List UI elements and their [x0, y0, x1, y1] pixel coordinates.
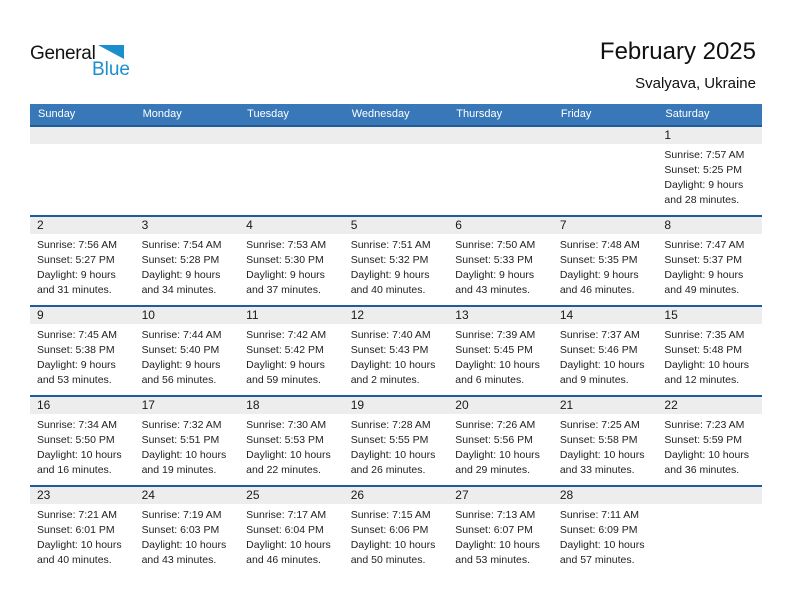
week-row: [30, 485, 762, 575]
day-number: 13: [448, 307, 553, 324]
detail-line: and 2 minutes.: [350, 374, 420, 386]
day-number: 10: [135, 307, 240, 324]
day-cell: [30, 217, 135, 305]
day-details: [553, 324, 658, 388]
day-cell: [344, 307, 449, 395]
detail-line: Sunrise: 7:53 AM: [246, 239, 327, 251]
day-details: [448, 414, 553, 478]
day-number: 24: [135, 487, 240, 504]
day-cell: [135, 217, 240, 305]
detail-line: Daylight: 9 hours: [350, 269, 430, 281]
day-details: [30, 414, 135, 478]
detail-line: Sunrise: 7:32 AM: [141, 419, 222, 431]
detail-line: Daylight: 9 hours: [664, 269, 744, 281]
detail-line: Sunset: 5:50 PM: [37, 434, 115, 446]
page-title: February 2025: [599, 38, 756, 65]
detail-line: Sunrise: 7:21 AM: [37, 509, 117, 521]
day-number: 12: [344, 307, 449, 324]
detail-line: and 16 minutes.: [37, 464, 112, 476]
weekday-header-thursday: Thursday: [456, 108, 503, 120]
day-cell: [448, 307, 553, 395]
detail-line: Sunrise: 7:28 AM: [350, 419, 431, 431]
detail-line: Sunset: 6:03 PM: [141, 524, 220, 536]
detail-line: Sunrise: 7:23 AM: [664, 419, 745, 431]
day-cell: [239, 217, 344, 305]
detail-line: and 43 minutes.: [455, 284, 530, 296]
day-details: [239, 234, 344, 298]
detail-line: Sunrise: 7:47 AM: [664, 239, 745, 251]
page-location: Svalyava, Ukraine: [635, 75, 756, 92]
day-details: [657, 414, 762, 478]
day-number: 5: [344, 217, 449, 234]
detail-line: Sunrise: 7:42 AM: [246, 329, 327, 341]
detail-line: Daylight: 9 hours: [664, 179, 744, 191]
detail-line: Sunrise: 7:26 AM: [455, 419, 536, 431]
day-details: [553, 504, 658, 568]
day-number: [135, 127, 240, 144]
day-cell: [30, 487, 135, 575]
detail-line: Sunset: 6:01 PM: [37, 524, 115, 536]
detail-line: Sunset: 5:55 PM: [350, 434, 429, 446]
day-number: [657, 487, 762, 504]
detail-line: Sunset: 5:56 PM: [455, 434, 533, 446]
detail-line: Daylight: 9 hours: [246, 359, 325, 371]
detail-line: Daylight: 10 hours: [350, 359, 436, 371]
day-details: [135, 504, 240, 568]
day-cell: [448, 217, 553, 305]
detail-line: Sunset: 5:59 PM: [664, 434, 743, 446]
day-number: 3: [135, 217, 240, 234]
logo-triangle-icon: [98, 45, 124, 59]
detail-line: Sunrise: 7:48 AM: [559, 239, 640, 251]
detail-line: and 53 minutes.: [455, 554, 530, 566]
day-cell: [657, 397, 762, 485]
detail-line: and 40 minutes.: [350, 284, 426, 296]
day-cell: [657, 127, 762, 215]
day-cell: [344, 217, 449, 305]
detail-line: and 31 minutes.: [37, 284, 112, 296]
weekday-header-tuesday: Tuesday: [247, 108, 289, 120]
detail-line: and 19 minutes.: [141, 464, 217, 476]
week-row: [30, 125, 762, 215]
day-details: [344, 324, 449, 388]
detail-line: Sunset: 5:25 PM: [664, 164, 743, 176]
day-details: [135, 324, 240, 388]
day-details: [657, 324, 762, 388]
day-details: [657, 234, 762, 298]
detail-line: Daylight: 9 hours: [141, 269, 221, 281]
empty-day-cell: [448, 127, 553, 215]
detail-line: Sunset: 5:30 PM: [246, 254, 324, 266]
day-number: 23: [30, 487, 135, 504]
day-number: [344, 127, 449, 144]
day-details: [553, 414, 658, 478]
day-number: 16: [30, 397, 135, 414]
detail-line: and 43 minutes.: [141, 554, 217, 566]
detail-line: Daylight: 10 hours: [455, 539, 540, 551]
detail-line: Sunrise: 7:45 AM: [37, 329, 117, 341]
detail-line: Daylight: 10 hours: [141, 449, 227, 461]
detail-line: Sunrise: 7:40 AM: [350, 329, 431, 341]
logo-text-blue: Blue: [91, 59, 130, 80]
day-cell: [448, 487, 553, 575]
detail-line: Sunset: 5:37 PM: [664, 254, 743, 266]
detail-line: Sunset: 5:46 PM: [559, 344, 638, 356]
detail-line: Sunset: 5:48 PM: [664, 344, 743, 356]
day-cell: [657, 307, 762, 395]
detail-line: Daylight: 10 hours: [559, 359, 645, 371]
day-details: [448, 234, 553, 298]
day-cell: [344, 487, 449, 575]
detail-line: Sunrise: 7:30 AM: [246, 419, 327, 431]
day-number: [448, 127, 553, 144]
empty-day-cell: [344, 127, 449, 215]
detail-line: Sunrise: 7:56 AM: [37, 239, 117, 251]
day-number: 20: [448, 397, 553, 414]
day-number: 9: [30, 307, 135, 324]
day-details: [239, 504, 344, 568]
day-details: [135, 234, 240, 298]
detail-line: Sunrise: 7:19 AM: [141, 509, 222, 521]
detail-line: Sunrise: 7:57 AM: [664, 149, 745, 161]
day-number: [30, 127, 135, 144]
day-number: 11: [239, 307, 344, 324]
detail-line: Sunrise: 7:17 AM: [246, 509, 327, 521]
detail-line: Sunset: 5:45 PM: [455, 344, 533, 356]
detail-line: and 59 minutes.: [246, 374, 321, 386]
day-number: 2: [30, 217, 135, 234]
detail-line: Sunrise: 7:11 AM: [559, 509, 640, 521]
day-number: 17: [135, 397, 240, 414]
day-number: 19: [344, 397, 449, 414]
detail-line: Sunset: 6:07 PM: [455, 524, 533, 536]
day-details: [239, 414, 344, 478]
day-number: 25: [239, 487, 344, 504]
detail-line: Daylight: 10 hours: [37, 449, 122, 461]
detail-line: Sunset: 5:32 PM: [350, 254, 429, 266]
detail-line: Daylight: 10 hours: [559, 449, 645, 461]
day-cell: [239, 307, 344, 395]
detail-line: Daylight: 10 hours: [455, 449, 540, 461]
detail-line: Sunset: 5:38 PM: [37, 344, 115, 356]
weekday-header-row: [30, 104, 762, 125]
day-number: 18: [239, 397, 344, 414]
day-details: [30, 234, 135, 298]
weekday-header-wednesday: Wednesday: [351, 108, 410, 120]
detail-line: and 28 minutes.: [664, 194, 740, 206]
day-details: [30, 324, 135, 388]
day-number: 4: [239, 217, 344, 234]
detail-line: Sunset: 6:06 PM: [350, 524, 429, 536]
day-cell: [553, 397, 658, 485]
day-number: 22: [657, 397, 762, 414]
day-cell: [239, 397, 344, 485]
day-cell: [30, 397, 135, 485]
detail-line: Daylight: 10 hours: [350, 449, 436, 461]
detail-line: and 29 minutes.: [455, 464, 530, 476]
empty-day-cell: [657, 487, 762, 575]
detail-line: Daylight: 9 hours: [37, 269, 116, 281]
detail-line: Sunrise: 7:37 AM: [559, 329, 640, 341]
detail-line: Daylight: 9 hours: [559, 269, 639, 281]
day-number: 26: [344, 487, 449, 504]
detail-line: Sunset: 5:42 PM: [246, 344, 324, 356]
day-number: 28: [553, 487, 658, 504]
detail-line: Daylight: 10 hours: [141, 539, 227, 551]
detail-line: Sunset: 6:09 PM: [559, 524, 638, 536]
detail-line: Sunrise: 7:35 AM: [664, 329, 745, 341]
week-row: [30, 215, 762, 305]
detail-line: Sunrise: 7:54 AM: [141, 239, 222, 251]
detail-line: and 37 minutes.: [246, 284, 321, 296]
week-row: [30, 395, 762, 485]
weekday-header-friday: Friday: [560, 108, 592, 120]
weekday-header-saturday: Saturday: [665, 108, 710, 120]
detail-line: Sunrise: 7:34 AM: [37, 419, 117, 431]
detail-line: and 46 minutes.: [246, 554, 321, 566]
detail-line: Sunset: 5:53 PM: [246, 434, 324, 446]
day-cell: [135, 307, 240, 395]
detail-line: Daylight: 10 hours: [664, 449, 750, 461]
empty-day-cell: [30, 127, 135, 215]
day-cell: [135, 397, 240, 485]
detail-line: Daylight: 10 hours: [664, 359, 750, 371]
detail-line: and 56 minutes.: [141, 374, 217, 386]
detail-line: Sunrise: 7:39 AM: [455, 329, 536, 341]
day-number: [553, 127, 658, 144]
detail-line: Daylight: 10 hours: [37, 539, 122, 551]
detail-line: Daylight: 9 hours: [455, 269, 535, 281]
detail-line: Daylight: 10 hours: [246, 449, 331, 461]
detail-line: Sunset: 5:40 PM: [141, 344, 220, 356]
day-details: [553, 234, 658, 298]
weekday-header-sunday: Sunday: [38, 108, 76, 120]
detail-line: Sunset: 5:35 PM: [559, 254, 638, 266]
detail-line: Sunrise: 7:44 AM: [141, 329, 222, 341]
day-details: [344, 414, 449, 478]
logo-text-general: General: [30, 43, 96, 64]
detail-line: Sunset: 6:04 PM: [246, 524, 324, 536]
detail-line: and 57 minutes.: [559, 554, 635, 566]
title-block: [600, 38, 756, 93]
detail-line: Daylight: 9 hours: [37, 359, 116, 371]
day-cell: [553, 487, 658, 575]
detail-line: Sunrise: 7:25 AM: [559, 419, 640, 431]
day-details: [448, 324, 553, 388]
day-cell: [553, 217, 658, 305]
day-number: 14: [553, 307, 658, 324]
day-details: [657, 144, 762, 208]
detail-line: Sunset: 5:33 PM: [455, 254, 533, 266]
detail-line: and 9 minutes.: [559, 374, 629, 386]
detail-line: Sunset: 5:27 PM: [37, 254, 115, 266]
detail-line: and 36 minutes.: [664, 464, 740, 476]
detail-line: Sunset: 5:28 PM: [141, 254, 220, 266]
day-cell: [30, 307, 135, 395]
empty-day-cell: [553, 127, 658, 215]
empty-day-cell: [135, 127, 240, 215]
day-cell: [553, 307, 658, 395]
detail-line: and 26 minutes.: [350, 464, 426, 476]
detail-line: Sunrise: 7:51 AM: [350, 239, 431, 251]
detail-line: Sunrise: 7:15 AM: [350, 509, 431, 521]
detail-line: Daylight: 9 hours: [141, 359, 221, 371]
detail-line: Sunset: 5:51 PM: [141, 434, 220, 446]
detail-line: and 12 minutes.: [664, 374, 740, 386]
day-number: 27: [448, 487, 553, 504]
detail-line: and 33 minutes.: [559, 464, 635, 476]
detail-line: Daylight: 10 hours: [455, 359, 540, 371]
day-number: 6: [448, 217, 553, 234]
day-cell: [448, 397, 553, 485]
day-details: [344, 234, 449, 298]
detail-line: and 53 minutes.: [37, 374, 112, 386]
day-details: [135, 414, 240, 478]
day-cell: [135, 487, 240, 575]
general-blue-logo: [30, 43, 142, 80]
day-number: 15: [657, 307, 762, 324]
day-number: 8: [657, 217, 762, 234]
detail-line: Daylight: 10 hours: [350, 539, 436, 551]
day-details: [448, 504, 553, 568]
detail-line: Daylight: 10 hours: [246, 539, 331, 551]
detail-line: Daylight: 10 hours: [559, 539, 645, 551]
detail-line: Sunrise: 7:50 AM: [455, 239, 536, 251]
detail-line: Sunset: 5:43 PM: [350, 344, 429, 356]
day-details: [30, 504, 135, 568]
day-number: 7: [553, 217, 658, 234]
detail-line: Sunrise: 7:13 AM: [455, 509, 536, 521]
day-number: 1: [657, 127, 762, 144]
day-details: [239, 324, 344, 388]
calendar: [30, 104, 762, 575]
detail-line: and 22 minutes.: [246, 464, 321, 476]
detail-line: and 50 minutes.: [350, 554, 426, 566]
detail-line: and 34 minutes.: [141, 284, 217, 296]
day-number: 21: [553, 397, 658, 414]
day-number: [239, 127, 344, 144]
detail-line: and 6 minutes.: [455, 374, 525, 386]
detail-line: Sunset: 5:58 PM: [559, 434, 638, 446]
calendar-grid: [30, 125, 762, 575]
day-cell: [657, 217, 762, 305]
detail-line: and 46 minutes.: [559, 284, 635, 296]
detail-line: Daylight: 9 hours: [246, 269, 325, 281]
day-details: [344, 504, 449, 568]
day-cell: [344, 397, 449, 485]
empty-day-cell: [239, 127, 344, 215]
detail-line: and 40 minutes.: [37, 554, 112, 566]
day-cell: [239, 487, 344, 575]
weekday-header-monday: Monday: [142, 108, 182, 120]
week-row: [30, 305, 762, 395]
detail-line: and 49 minutes.: [664, 284, 740, 296]
